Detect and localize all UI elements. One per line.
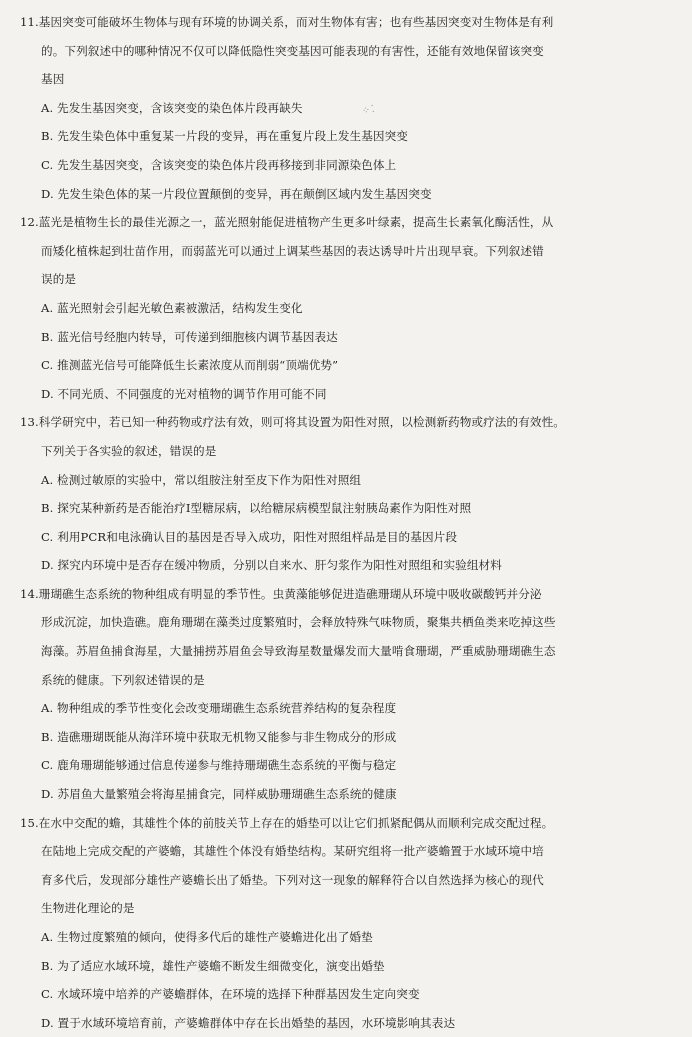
- scan-mark: ⁘⁚: [361, 103, 377, 118]
- option-c: C. 推测蓝光信号可能降低生长素浓度从而削弱“顶端优势”: [41, 358, 339, 373]
- option-b: B. 探究某种新药是否能治疗Ⅰ型糖尿病，以给糖尿病模型鼠注射胰岛素作为阳性对照: [41, 501, 472, 516]
- question-stem-line: 14.珊瑚礁生态系统的物种组成有明显的季节性。虫黄藻能够促进造礁珊瑚从环境中吸收碳酸钙并分泌: [20, 580, 674, 609]
- option-a: A. 检测过敏原的实验中，常以组胺注射至皮下作为阳性对照组: [41, 472, 362, 487]
- option-b: B. 为了适应水域环境，雄性产婆蟾不断发生细微变化，演变出婚垫: [41, 958, 385, 973]
- option-c: C. 利用PCR和电泳确认目的基因是否导入成功，阳性对照组样品是目的基因片段: [41, 529, 458, 544]
- question-11: [20, 8, 674, 208]
- question-stem-line: 误的是: [41, 272, 77, 287]
- option-d: D. 探究内环境中是否存在缓冲物质，分别以自来水、肝匀浆作为阳性对照组和实验组材料: [41, 558, 502, 573]
- option-a: A. 蓝光照射会引起光敏色素被激活，结构发生变化: [41, 300, 303, 315]
- question-12: [20, 208, 674, 408]
- question-list: [20, 8, 674, 1037]
- question-stem-line: 而矮化植株起到壮苗作用，而弱蓝光可以通过上调某些基因的表达诱导叶片出现早衰。下列叙述错: [41, 243, 544, 258]
- question-number: 11.: [20, 15, 39, 29]
- question-number: 15.: [20, 815, 39, 830]
- question-stem-line: 基因: [41, 72, 65, 87]
- question-stem-line: 11.基因突变可能破坏生物体与现有环境的协调关系，而对生物体有害；也有些基因突变对生物体是有利: [20, 8, 674, 37]
- option-d: D. 置于水域环境培育前，产婆蟾群体中存在长出婚垫的基因，水环境影响其表达: [41, 1015, 456, 1030]
- question-number: 13.: [20, 415, 39, 430]
- question-stem-line: 的。下列叙述中的哪种情况不仅可以降低隐性突变基因可能表现的有害性，还能有效地保留该突变: [41, 43, 544, 58]
- option-c: C. 先发生基因突变，含该突变的染色体片段再移接到非同源染色体上: [41, 157, 397, 172]
- question-stem-line: 海藻。苏眉鱼捕食海星，大量捕捞苏眉鱼会导致海星数量爆发而大量啃食珊瑚，严重威胁珊瑚礁生态: [41, 644, 556, 659]
- option-b: B. 造礁珊瑚既能从海洋环境中获取无机物又能参与非生物成分的形成: [41, 729, 397, 744]
- option-d: D. 不同光质、不同强度的光对植物的调节作用可能不同: [41, 386, 327, 401]
- option-d: D. 先发生染色体的某一片段位置颠倒的变异，再在颠倒区域内发生基因突变: [41, 186, 432, 201]
- question-stem-line: 系统的健康。下列叙述错误的是: [41, 672, 205, 687]
- option-c: C. 水域环境中培养的产婆蟾群体，在环境的选择下种群基因发生定向突变: [41, 987, 420, 1002]
- question-14: [20, 580, 674, 809]
- question-stem-line: 生物进化理论的是: [41, 901, 135, 916]
- option-a: A. 物种组成的季节性变化会改变珊瑚礁生态系统营养结构的复杂程度: [41, 701, 397, 716]
- question-stem-line: 在陆地上完成交配的产婆蟾，其雄性个体没有婚垫结构。某研究组将一批产婆蟾置于水域环境中培: [41, 844, 544, 859]
- option-a: A. 生物过度繁殖的倾向，使得多代后的雄性产婆蟾进化出了婚垫: [41, 930, 373, 944]
- option-a: A. 先发生基因突变，含该突变的染色体片段再缺失: [41, 100, 303, 115]
- option-d: D. 苏眉鱼大量繁殖会将海星捕食完，同样威胁珊瑚礁生态系统的健康: [41, 787, 397, 802]
- question-15: [20, 809, 674, 1037]
- question-stem-line: 13.科学研究中，若已知一种药物或疗法有效，则可将其设置为阳性对照，以检测新药物或疗法的有效性。: [20, 408, 674, 437]
- option-c: C. 鹿角珊瑚能够通过信息传递参与维持珊瑚礁生态系统的平衡与稳定: [41, 758, 397, 773]
- question-stem-line: 12.蓝光是植物生长的最佳光源之一，蓝光照射能促进植物产生更多叶绿素，提高生长素氧化酶活性，从: [20, 208, 674, 237]
- question-13: [20, 408, 674, 580]
- question-number: 12.: [20, 215, 39, 230]
- option-b: B. 先发生染色体中重复某一片段的变异，再在重复片段上发生基因突变: [41, 129, 409, 144]
- question-stem-line: 下列关于各实验的叙述，错误的是: [41, 443, 217, 458]
- question-stem-line: 15.在水中交配的蟾，其雄性个体的前肢关节上存在的婚垫可以让它们抓紧配偶从而顺利完成交配过程。: [20, 809, 674, 838]
- question-number: 14.: [20, 586, 39, 601]
- option-b: B. 蓝光信号经胞内转导，可传递到细胞核内调节基因表达: [41, 329, 338, 344]
- question-stem-line: 育多代后，发现部分雄性产婆蟾长出了婚垫。下列对这一现象的解释符合以自然选择为核心的现代: [41, 872, 544, 887]
- question-stem-line: 形成沉淀，加快造礁。鹿角珊瑚在藻类过度繁殖时，会释放特殊气味物质，聚集共栖鱼类来吃掉这些: [41, 615, 556, 630]
